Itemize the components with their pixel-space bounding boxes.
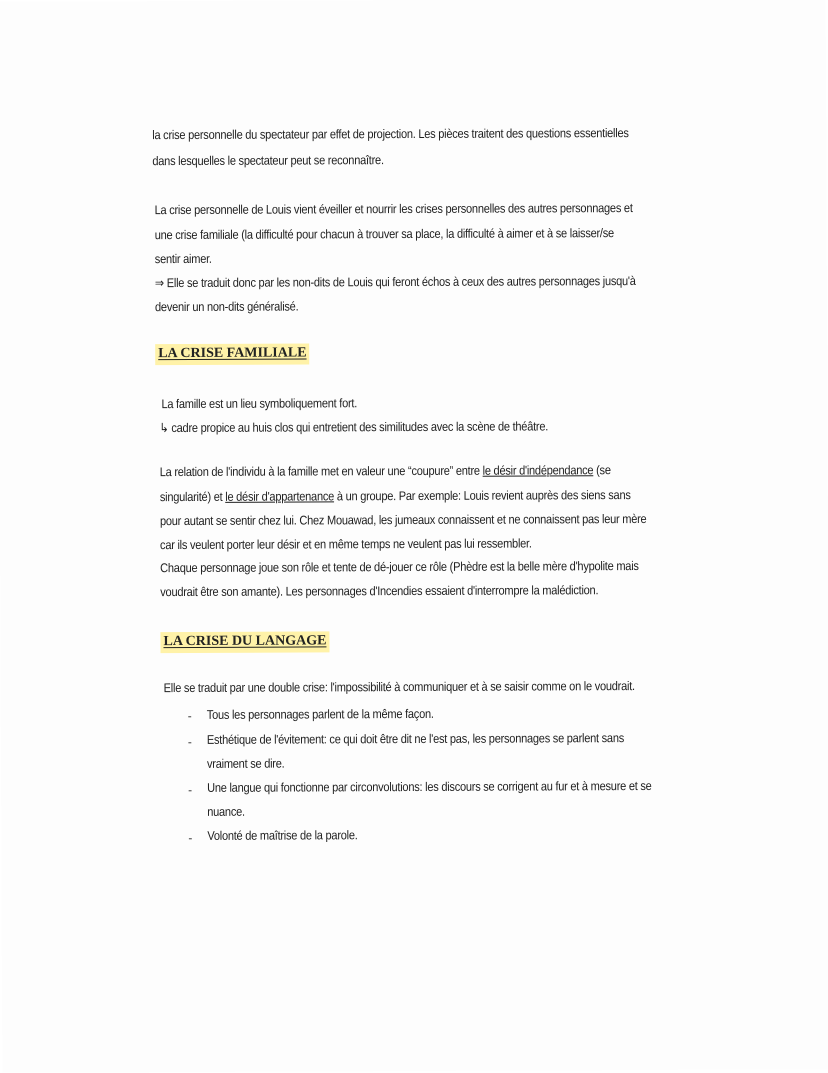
list-item-continuation: vraiment se dire. xyxy=(206,756,285,771)
text-run: à un groupe. Par exemple: Louis revient auprès des siens sans xyxy=(333,488,631,504)
list-item: Esthétique de l'évitement: ce qui doit être dit ne l'est pas, les personnages se parlent sans xyxy=(206,731,625,747)
paragraph-line: devenir un non-dits généralisé. xyxy=(154,299,299,315)
paragraph-line xyxy=(160,462,611,480)
underlined-term: le désir d'indépendance xyxy=(482,463,594,478)
list-bullet: - xyxy=(187,708,192,723)
list-bullet: - xyxy=(188,830,193,845)
paragraph-line: ↳ cadre propice au huis clos qui entretient des similitudes avec la scène de théâtre. xyxy=(159,419,549,436)
list-item: Tous les personnages parlent de la même façon. xyxy=(206,706,434,722)
text-run: singularité) et xyxy=(159,489,226,505)
underlined-term: le désir d'appartenance xyxy=(225,489,335,504)
paragraph-line xyxy=(160,487,631,505)
paragraph-line: dans lesquelles le spectateur peut se reconnaître. xyxy=(152,153,384,169)
list-bullet: - xyxy=(187,734,192,749)
paragraph-line: La crise personnelle de Louis vient éveiller et nourrir les crises personnelles des autres personnages et xyxy=(154,201,633,218)
list-bullet: - xyxy=(188,782,193,797)
section-heading-crise-familiale: LA CRISE FAMILIALE xyxy=(155,343,309,365)
paragraph-line: la crise personnelle du spectateur par effet de projection. Les pièces traitent des questions essentielles xyxy=(152,126,629,143)
section-heading-crise-du-langage: LA CRISE DU LANGAGE xyxy=(160,631,329,653)
paragraph-line: voudrait être son amante). Les personnages d'Incendies essaient d'interrompre la malédiction. xyxy=(160,583,599,600)
text-run: (se xyxy=(593,463,611,478)
paragraph-line: Chaque personnage joue son rôle et tente de dé-jouer ce rôle (Phèdre est la belle mère d'hypolite mais xyxy=(160,559,639,576)
paragraph-line: La famille est un lieu symboliquement fort. xyxy=(161,396,358,412)
paragraph-line: sentir aimer. xyxy=(154,251,212,267)
list-item-continuation: nuance. xyxy=(207,804,245,819)
paragraph-line: car ils veulent porter leur désir et en même temps ne veulent pas lui ressembler. xyxy=(160,536,532,553)
text-run: La relation de l'individu à la famille met en valeur une “coupure” entre xyxy=(159,463,483,480)
paragraph-line: pour autant se sentir chez lui. Chez Mouawad, les jumeaux connaissent et ne connaissent pas leur mère xyxy=(159,511,647,529)
paragraph-line: Elle se traduit par une double crise: l'impossibilité à communiquer et à se saisir comme on le voudrait. xyxy=(163,679,635,696)
list-item: Une langue qui fonctionne par circonvolutions: les discours se corrigent au fur et à mesure et se xyxy=(207,778,652,795)
list-item: Volonté de maîtrise de la parole. xyxy=(207,828,358,843)
paragraph-line: une crise familiale (la difficulté pour chacun à trouver sa place, la difficulté à aimer et à se laisser/se xyxy=(154,226,614,243)
paragraph-line: ⇒ Elle se traduit donc par les non-dits de Louis qui feront échos à ceux des autres personnages jusqu'à xyxy=(154,274,636,291)
